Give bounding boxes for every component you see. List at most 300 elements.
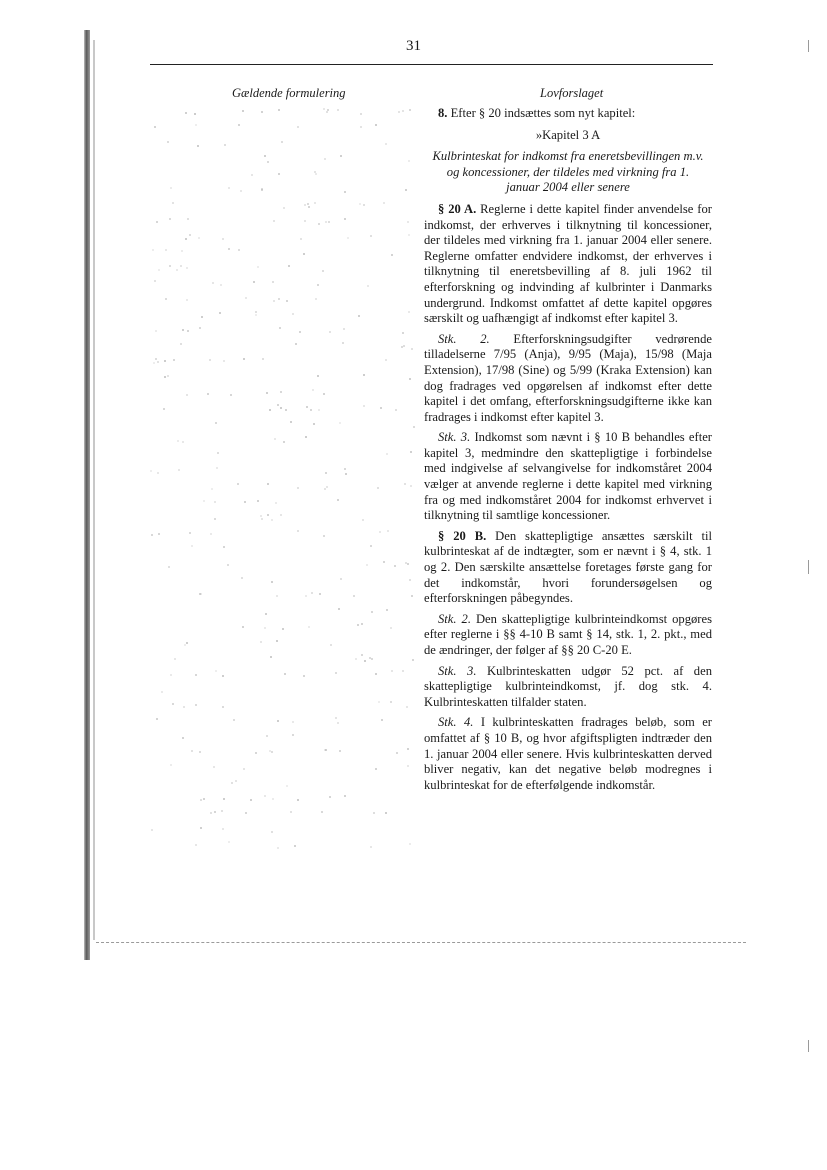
paragraph-text: Efterforskningsudgifter vedrørende tilladelserne 7/95 (Anja), 9/95 (Maja), 15/98 (Maja Extension), 17/98 (Sine) og 5/99 (Kraka Extension) kan dog fradrages ved opgørelsen af indkomst efter dette kapitel i det omfang, efterforskningsudgifterne ikke kan fradrages i indkomst efter kapitel 3.	[424, 331, 712, 424]
paragraph-20a	[424, 202, 712, 327]
scan-speck	[297, 126, 299, 128]
scan-speck	[335, 717, 337, 719]
scan-speck	[409, 843, 411, 845]
scan-speck	[178, 469, 180, 471]
right-column	[424, 106, 712, 798]
scan-speck	[297, 799, 299, 801]
scan-speck	[282, 628, 284, 630]
scan-speck	[339, 422, 341, 424]
scan-speck	[278, 298, 280, 300]
scan-speck	[308, 206, 310, 208]
scan-speck	[370, 846, 372, 848]
scan-speck	[183, 706, 185, 708]
scan-speck	[360, 126, 362, 128]
scan-speck	[299, 331, 301, 333]
scan-speck	[342, 342, 344, 344]
scan-speck	[413, 426, 415, 428]
scan-speck	[222, 828, 224, 830]
scan-speck	[410, 451, 412, 453]
scan-speck	[305, 436, 307, 438]
scan-speck	[407, 221, 409, 223]
scan-speck	[375, 124, 377, 126]
scan-speck	[288, 265, 290, 267]
scan-speck	[284, 673, 286, 675]
scan-speck	[377, 487, 379, 489]
paragraph-text: Indkomst som nævnt i § 10 B behandles efter kapitel 3, medmindre den skattepligtige i forbindelse med indgivelse af selvangivelse for indkomståret 2004 vælger at anvende reglerne i dette kapitel med virkning fra og med indkomståret 2004 for indkomst erhvervet i tilknytning til samtlige koncessioner.	[424, 430, 712, 523]
scan-speck	[396, 752, 398, 754]
scan-speck	[371, 658, 373, 660]
scan-speck	[390, 627, 392, 629]
scan-speck	[303, 675, 305, 677]
paragraph-label: Stk. 4.	[438, 715, 474, 730]
scan-speck	[329, 331, 331, 333]
scan-speck	[280, 407, 282, 409]
scan-speck	[156, 718, 158, 720]
scan-speck	[340, 578, 342, 580]
amendment-intro	[424, 106, 712, 122]
scan-speck	[189, 532, 191, 534]
scan-speck	[240, 190, 242, 192]
scan-speck	[304, 220, 306, 222]
scan-speck	[305, 595, 307, 597]
scan-speck	[165, 249, 167, 251]
scan-speck	[176, 269, 178, 271]
scan-speck	[243, 768, 245, 770]
scan-speck	[182, 329, 184, 331]
scan-speck	[237, 483, 239, 485]
scan-speck	[262, 358, 264, 360]
scan-speck	[375, 768, 377, 770]
scan-speck	[303, 253, 305, 255]
scan-speck	[321, 811, 323, 813]
scan-speck	[300, 238, 302, 240]
scan-speck	[244, 501, 246, 503]
scan-speck	[323, 535, 325, 537]
paragraph-label: Stk. 2.	[438, 331, 490, 346]
paragraph-text: Den skattepligtige ansættes særskilt til kulbrinteskat af de indtægter, som er nævnt i § 4, stk. 1 og 2. Den særskilte ansættelse foretages første gang for det indkomstår, hvori forundersøgelsen og efterforskningen påbegyndes.	[424, 528, 712, 606]
scan-speck	[297, 530, 299, 532]
scan-speck	[231, 782, 233, 784]
scan-speck	[314, 202, 316, 204]
scan-speck	[151, 829, 153, 831]
scan-speck	[337, 722, 339, 724]
paragraph-20b-stk2	[424, 612, 712, 659]
scan-speck	[200, 799, 202, 801]
scan-speck	[224, 144, 226, 146]
scan-speck	[277, 404, 279, 406]
scan-speck	[250, 799, 252, 801]
scan-speck	[340, 155, 342, 157]
scan-speck	[172, 703, 174, 705]
scan-speck	[387, 530, 389, 532]
left-column-heading: Gældende formulering	[232, 86, 346, 100]
scan-speck	[411, 348, 413, 350]
scan-speck	[215, 422, 217, 424]
scan-speck	[265, 613, 267, 615]
chapter-title: »Kapitel 3 A	[535, 127, 601, 142]
scan-speck	[257, 266, 259, 268]
scan-speck	[277, 720, 279, 722]
scan-speck	[383, 561, 385, 563]
paragraph-20b-stk3	[424, 664, 712, 711]
scan-edge-mark	[808, 1040, 809, 1052]
scan-edge-mark	[808, 40, 809, 52]
scan-speck	[223, 360, 225, 362]
scan-speck	[271, 581, 273, 583]
scan-speck	[313, 423, 315, 425]
scan-speck	[266, 392, 268, 394]
scan-speck	[222, 706, 224, 708]
scan-speck	[408, 234, 410, 236]
scan-speck	[157, 472, 159, 474]
scan-speck	[168, 566, 170, 568]
scan-speck	[271, 831, 273, 833]
scan-speck	[233, 719, 235, 721]
scan-speck	[363, 405, 365, 407]
scan-speck	[187, 330, 189, 332]
scan-speck	[221, 810, 223, 812]
scan-speck	[210, 533, 212, 535]
paragraph-text: Den skattepligtige kulbrinteindkomst opgøres efter reglerne i §§ 4-10 B samt § 14, stk. 1, 2. pkt., med de ændringer, der følger af §§ 20 C-20 E.	[424, 611, 712, 657]
paragraph-text: Reglerne i dette kapitel finder anvendelse for indkomst, der erhverves i tilknytning til koncessioner, der tildeles med virkning fra 1. januar 2004 eller senere. Reglerne omfatter endvidere indkomst, der erhverves i tilknytning til eneretsbevilling af 8. juli 1962 til efterforskning og indvinding af kulbrinter i Danmarks undergrund. Indkomst omfattet af dette kapitel opgøres særskilt og uafhængigt af indkomst efter kapitel 3.	[424, 201, 712, 326]
amendment-number: 8.	[438, 106, 448, 120]
scan-speck	[151, 534, 153, 536]
scan-speck	[344, 191, 346, 193]
scan-speck	[409, 579, 411, 581]
scan-speck	[269, 409, 271, 411]
scan-speck	[335, 672, 337, 674]
scan-speck	[345, 473, 347, 475]
scan-speck	[325, 221, 327, 223]
scan-speck	[318, 409, 320, 411]
scan-speck	[370, 545, 372, 547]
scan-speck	[407, 765, 409, 767]
scan-edge-mark	[808, 560, 809, 574]
scan-speck	[347, 237, 349, 239]
scan-speck	[361, 654, 363, 656]
scan-speck	[306, 406, 308, 408]
scan-speck	[363, 374, 365, 376]
scan-speck	[150, 470, 152, 472]
scan-speck	[385, 359, 387, 361]
scan-speck	[261, 518, 263, 520]
scan-speck	[361, 623, 363, 625]
scan-speck	[207, 393, 209, 395]
scan-speck	[222, 238, 224, 240]
scan-speck	[222, 675, 224, 677]
scan-speck	[275, 502, 277, 504]
right-column-heading: Lovforslaget	[540, 86, 604, 100]
scan-speck	[267, 161, 269, 163]
scan-speck	[395, 409, 397, 411]
paragraph-label: Stk. 3.	[438, 430, 471, 445]
scan-speck	[272, 281, 274, 283]
scan-speck	[357, 624, 359, 626]
scan-speck	[315, 298, 317, 300]
scan-speck	[402, 332, 404, 334]
paragraph-20a-stk3	[424, 430, 712, 524]
scan-speck	[255, 311, 257, 313]
scan-speck	[181, 250, 183, 252]
scan-speck	[223, 798, 225, 800]
scan-speck	[197, 145, 199, 147]
scan-speck	[317, 375, 319, 377]
paragraph-20a-stk2	[424, 332, 712, 426]
scan-speck	[170, 764, 172, 766]
scan-speck	[274, 438, 276, 440]
scan-speck	[261, 189, 263, 191]
paragraph-text: I kulbrinteskatten fradrages beløb, som er omfattet af § 10 B, og hvor afgiftspligten indtræder den 1. januar 2004 eller senere. Hvis kulbrinteskatten derved bliver negativ, kan det negative beløb modregnes i kulbrinteskat for de efterfølgende indkomstår.	[424, 715, 712, 792]
scan-speck	[165, 298, 167, 300]
scan-speck	[280, 514, 282, 516]
scan-speck	[410, 485, 412, 487]
scan-speck	[286, 300, 288, 302]
scan-speck	[195, 704, 197, 706]
scan-speck	[407, 563, 409, 565]
scan-speck	[195, 674, 197, 676]
binding-edge	[84, 30, 90, 960]
scan-speck	[267, 514, 269, 516]
scan-speck	[323, 108, 325, 110]
scan-speck	[285, 409, 287, 411]
scan-speck	[409, 378, 411, 380]
scan-speck	[161, 691, 163, 693]
scan-speck	[294, 845, 296, 847]
scan-speck	[214, 501, 216, 503]
scan-speck	[338, 608, 340, 610]
scan-speck	[283, 207, 285, 209]
scan-speck	[317, 284, 319, 286]
scan-speck	[292, 721, 294, 723]
scan-speck	[211, 488, 213, 490]
scan-speck	[210, 812, 212, 814]
scan-speck	[295, 343, 297, 345]
scan-speck	[203, 798, 205, 800]
scan-speck	[360, 113, 362, 115]
scan-speck	[177, 440, 179, 442]
scan-speck	[180, 343, 182, 345]
scan-speck	[324, 488, 326, 490]
scan-speck	[408, 311, 410, 313]
scan-speck	[169, 265, 171, 267]
scan-speck	[324, 158, 326, 160]
scan-speck	[167, 375, 169, 377]
scan-speck	[362, 519, 364, 521]
scan-speck	[366, 564, 368, 566]
scan-speck	[242, 110, 244, 112]
paragraph-label: Stk. 2.	[438, 611, 471, 626]
scan-speck	[358, 315, 360, 317]
scan-speck	[255, 752, 257, 754]
scan-speck	[251, 174, 253, 176]
scan-speck	[408, 160, 410, 162]
scan-speck	[319, 593, 321, 595]
scan-speck	[200, 593, 202, 595]
scan-speck	[380, 407, 382, 409]
scan-speck	[174, 658, 176, 660]
scan-speck	[194, 113, 196, 115]
scan-speck	[326, 111, 328, 113]
scan-speck	[180, 265, 182, 267]
scan-speck	[164, 376, 166, 378]
scan-speck	[394, 565, 396, 567]
scan-speck	[318, 223, 320, 225]
scan-speck	[398, 111, 400, 113]
scan-speck	[411, 595, 413, 597]
scan-speck	[344, 468, 346, 470]
scan-speck	[264, 627, 266, 629]
scan-speck	[182, 441, 184, 443]
scan-speck	[198, 237, 200, 239]
scan-speck	[402, 110, 404, 112]
scan-speck	[271, 519, 273, 521]
scan-speck	[230, 394, 232, 396]
scan-speck	[189, 234, 191, 236]
scan-speck	[367, 285, 369, 287]
scan-speck	[405, 189, 407, 191]
scan-speck	[323, 393, 325, 395]
scan-speck	[371, 611, 373, 613]
scan-speck	[219, 312, 221, 314]
scan-speck	[153, 362, 155, 364]
scan-speck	[235, 780, 237, 782]
scan-speck	[409, 109, 411, 111]
scan-speck	[390, 701, 392, 703]
scan-speck	[343, 328, 345, 330]
scan-speck	[278, 173, 280, 175]
scan-speck	[195, 844, 197, 846]
scan-speck	[381, 719, 383, 721]
scan-speck	[391, 254, 393, 256]
paragraph-20b-stk4	[424, 715, 712, 793]
scan-speck	[278, 109, 280, 111]
scan-speck	[201, 316, 203, 318]
left-column-faded-text	[150, 108, 420, 888]
scan-speck	[169, 218, 171, 220]
scan-speck	[214, 811, 216, 813]
scan-speck	[276, 640, 278, 642]
scan-speck	[163, 408, 165, 410]
scan-speck	[185, 112, 187, 114]
scan-speck	[283, 441, 285, 443]
scan-speck	[186, 642, 188, 644]
scan-speck	[370, 235, 372, 237]
scan-speck	[375, 673, 377, 675]
scan-speck	[158, 533, 160, 535]
scan-speck	[243, 358, 245, 360]
scan-speck	[355, 658, 357, 660]
scan-speck	[407, 748, 409, 750]
scan-speck	[228, 248, 230, 250]
scan-speck	[155, 330, 157, 332]
bottom-rule	[96, 942, 746, 943]
scan-speck	[238, 249, 240, 251]
scan-speck	[228, 841, 230, 843]
scan-speck	[199, 327, 201, 329]
scan-speck	[385, 812, 387, 814]
scan-speck	[255, 314, 257, 316]
scan-speck	[215, 670, 217, 672]
scan-speck	[213, 766, 215, 768]
scan-speck	[276, 595, 278, 597]
scan-speck	[172, 202, 174, 204]
scan-speck	[280, 391, 282, 393]
scan-speck	[339, 750, 341, 752]
scan-speck	[167, 141, 169, 143]
scan-speck	[403, 345, 405, 347]
scan-speck	[195, 124, 197, 126]
scan-speck	[223, 546, 225, 548]
scan-speck	[260, 515, 262, 517]
scan-speck	[404, 483, 406, 485]
scan-speck	[326, 486, 328, 488]
scan-speck	[264, 155, 266, 157]
scan-speck	[217, 452, 219, 454]
scan-speck	[273, 220, 275, 222]
amendment-intro-text: Efter § 20 indsættes som nyt kapitel:	[447, 106, 636, 120]
scan-speck	[203, 500, 205, 502]
scan-speck	[271, 751, 273, 753]
scan-speck	[173, 359, 175, 361]
scan-speck	[337, 499, 339, 501]
scan-speck	[337, 109, 339, 111]
scan-speck	[391, 670, 393, 672]
scan-speck	[238, 124, 240, 126]
scan-speck	[154, 126, 156, 128]
scan-speck	[406, 706, 408, 708]
scan-speck	[290, 811, 292, 813]
scan-speck	[383, 202, 385, 204]
scan-speck	[412, 659, 414, 661]
scan-speck	[267, 483, 269, 485]
header-rule	[150, 64, 713, 65]
scan-speck	[325, 472, 327, 474]
scan-speck	[312, 389, 314, 391]
paragraph-label: Stk. 3.	[438, 663, 477, 678]
scan-speck	[386, 609, 388, 611]
scan-speck	[191, 750, 193, 752]
scan-speck	[245, 297, 247, 299]
scan-speck	[328, 221, 330, 223]
scan-speck	[379, 531, 381, 533]
scan-speck	[241, 577, 243, 579]
paragraph-text: Kulbrinteskatten udgør 52 pct. af den skattepligtige kulbrinteindkomst, jf. dog stk. 4. Kulbrinteskatten tilfalder staten.	[424, 663, 712, 709]
scan-speck	[266, 735, 268, 737]
scan-speck	[209, 359, 211, 361]
scan-speck	[353, 595, 355, 597]
scan-speck	[311, 592, 313, 594]
scan-speck	[292, 734, 294, 736]
scan-speck	[402, 670, 404, 672]
scan-speck	[273, 300, 275, 302]
scan-speck	[277, 847, 279, 849]
scan-speck	[385, 143, 387, 145]
scan-speck	[186, 394, 188, 396]
page-number: 31	[406, 38, 421, 54]
scan-speck	[401, 346, 403, 348]
scan-speck	[156, 221, 158, 223]
scan-speck	[154, 280, 156, 282]
scan-speck	[290, 421, 292, 423]
scan-speck	[170, 674, 172, 676]
scan-speck	[308, 626, 310, 628]
scan-speck	[158, 269, 160, 271]
scan-speck	[199, 751, 201, 753]
scan-speck	[292, 313, 294, 315]
scan-speck	[272, 798, 274, 800]
scan-speck	[270, 656, 272, 658]
scan-speck	[260, 641, 262, 643]
